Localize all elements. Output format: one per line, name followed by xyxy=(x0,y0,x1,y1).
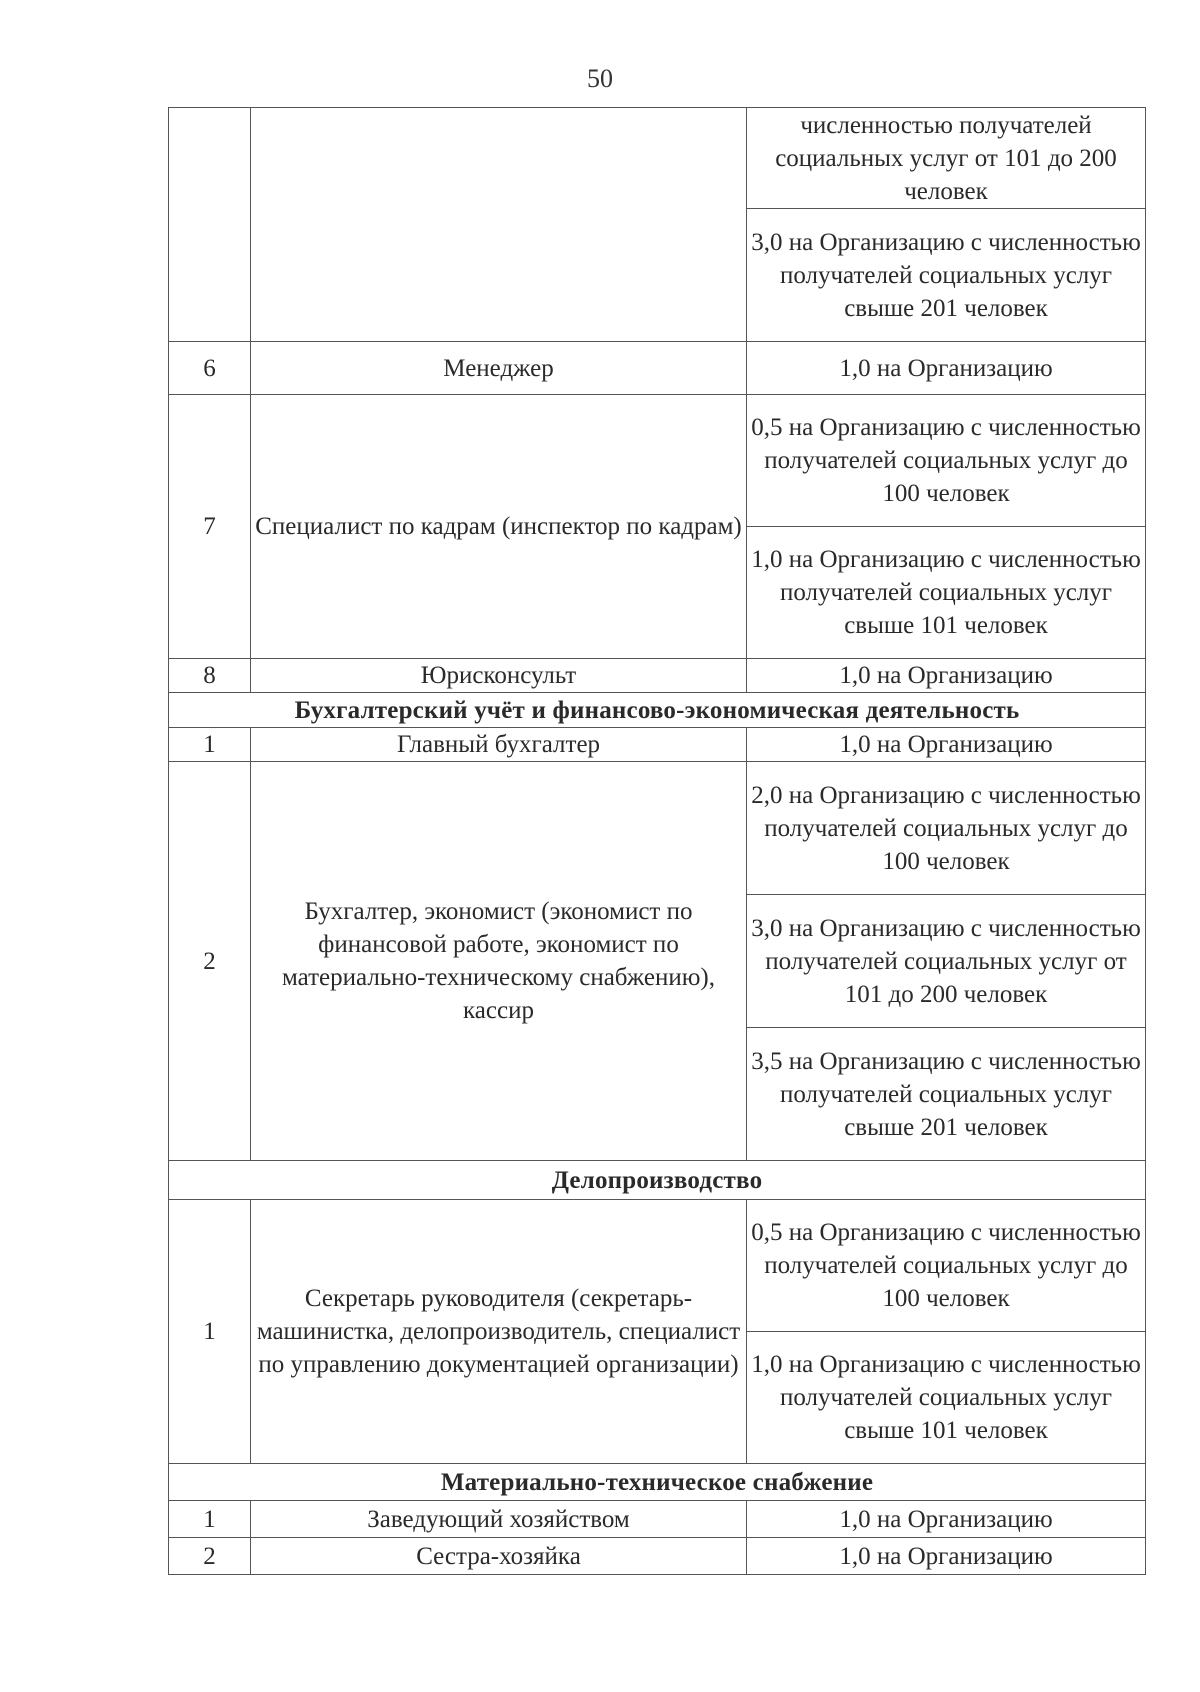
norm-cell: 3,5 на Организацию с численностью получателей социальных услуг свыше 201 человек xyxy=(747,1028,1146,1161)
row-number-cell: 1 xyxy=(169,728,251,762)
norm-cell: 1,0 на Организацию с численностью получателей социальных услуг свыше 101 человек xyxy=(747,1332,1146,1464)
row-number-cell: 7 xyxy=(169,395,251,659)
staffing-norms-table xyxy=(168,107,1146,1575)
position-cell xyxy=(251,108,747,342)
table-row xyxy=(169,728,1146,762)
table-row xyxy=(169,395,1146,527)
norm-cell: 2,0 на Организацию с численностью получателей социальных услуг до 100 человек xyxy=(747,762,1146,895)
row-number-cell: 2 xyxy=(169,762,251,1161)
norm-cell: 1,0 на Организацию xyxy=(747,728,1146,762)
position-cell: Специалист по кадрам (инспектор по кадрам) xyxy=(251,395,747,659)
position-cell: Сестра-хозяйка xyxy=(251,1538,747,1575)
page-number: 50 xyxy=(587,64,613,93)
norm-cell: 3,0 на Организацию с численностью получателей социальных услуг свыше 201 человек xyxy=(747,209,1146,342)
section-header-row xyxy=(169,1464,1146,1501)
table-row xyxy=(169,108,1146,209)
norm-cell: 3,0 на Организацию с численностью получателей социальных услуг от 101 до 200 человек xyxy=(747,895,1146,1028)
norm-cell: 1,0 на Организацию с численностью получателей социальных услуг свыше 101 человек xyxy=(747,527,1146,659)
section-title-supply: Материально-техническое снабжение xyxy=(169,1464,1146,1501)
position-cell: Менеджер xyxy=(251,342,747,395)
table-row xyxy=(169,762,1146,895)
row-number-cell: 8 xyxy=(169,659,251,693)
table-row xyxy=(169,1501,1146,1538)
norm-cell: численностью получателей социальных услуг от 101 до 200 человек xyxy=(747,108,1146,209)
norm-cell: 0,5 на Организацию с численностью получателей социальных услуг до 100 человек xyxy=(747,1200,1146,1332)
position-cell: Бухгалтер, экономист (экономист по финансовой работе, экономист по материально-техническому снабжению), кассир xyxy=(251,762,747,1161)
row-number-cell: 2 xyxy=(169,1538,251,1575)
position-cell: Юрисконсульт xyxy=(251,659,747,693)
table-row xyxy=(169,1538,1146,1575)
norm-cell: 1,0 на Организацию xyxy=(747,1538,1146,1575)
norm-cell: 1,0 на Организацию xyxy=(747,342,1146,395)
row-number-cell: 6 xyxy=(169,342,251,395)
table-row xyxy=(169,659,1146,693)
section-title-accounting: Бухгалтерский учёт и финансово-экономическая деятельность xyxy=(169,693,1146,728)
row-number-cell: 1 xyxy=(169,1501,251,1538)
row-number-cell: 1 xyxy=(169,1200,251,1464)
section-header-row xyxy=(169,1161,1146,1200)
table-row xyxy=(169,1200,1146,1332)
norm-cell: 0,5 на Организацию с численностью получателей социальных услуг до 100 человек xyxy=(747,395,1146,527)
norm-cell: 1,0 на Организацию xyxy=(747,1501,1146,1538)
row-number-cell xyxy=(169,108,251,342)
position-cell: Секретарь руководителя (секретарь-машинистка, делопроизводитель, специалист по управлению документацией организации) xyxy=(251,1200,747,1464)
table-row xyxy=(169,342,1146,395)
section-title-records: Делопроизводство xyxy=(169,1161,1146,1200)
section-header-row xyxy=(169,693,1146,728)
position-cell: Заведующий хозяйством xyxy=(251,1501,747,1538)
position-cell: Главный бухгалтер xyxy=(251,728,747,762)
norm-cell: 1,0 на Организацию xyxy=(747,659,1146,693)
